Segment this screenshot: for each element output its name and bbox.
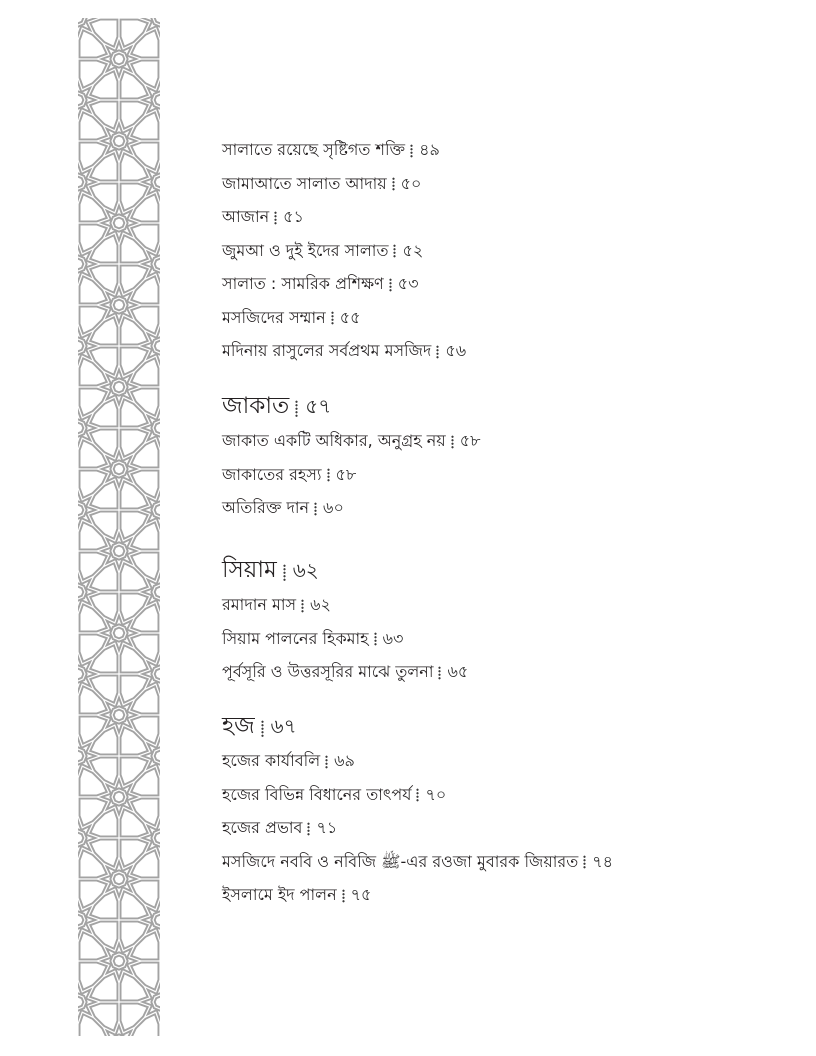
page-separator bbox=[274, 211, 277, 225]
geometric-border-pattern bbox=[78, 18, 160, 1036]
toc-entry-page: ৫৬ bbox=[445, 341, 467, 360]
toc-section-heading bbox=[222, 708, 613, 744]
toc-entry-title: সালাতে রয়েছে সৃষ্টিগত শক্তি bbox=[222, 140, 406, 159]
page-separator bbox=[451, 435, 454, 449]
toc-entry-title: সালাত : সামরিক প্রশিক্ষণ bbox=[222, 274, 384, 293]
page-separator bbox=[331, 311, 334, 325]
toc-entry-title: পূর্বসূরি ও উত্তরসূরির মাঝে তুলনা bbox=[222, 662, 434, 681]
toc-entry-page: ৪৯ bbox=[419, 140, 440, 159]
toc-entry-title: সিয়াম পালনের হিকমাহ bbox=[222, 628, 369, 648]
toc-entry bbox=[222, 655, 468, 689]
toc-entry bbox=[222, 267, 466, 301]
toc-entry-title: জাকাতের রহস্য bbox=[222, 464, 322, 484]
page-separator bbox=[327, 468, 330, 482]
toc-entry-title: মদিনায় রাসুলের সর্বপ্রথম মসজিদ bbox=[222, 341, 432, 360]
page-separator bbox=[261, 720, 264, 737]
page-separator bbox=[416, 788, 419, 802]
toc-group-hajj bbox=[222, 708, 613, 912]
toc-entry-title: অতিরিক্ত দান bbox=[222, 498, 310, 517]
toc-entry bbox=[222, 458, 480, 492]
toc-entry-title: হজের কার্যাবলি bbox=[222, 751, 321, 770]
toc-entry bbox=[222, 424, 480, 458]
toc-entry-page: ৬২ bbox=[310, 595, 331, 614]
page-separator bbox=[307, 822, 310, 836]
toc-entry bbox=[222, 588, 468, 622]
toc-entry-page: ৭০ bbox=[425, 784, 447, 804]
toc-entry-title: মসজিদের সম্মান bbox=[222, 307, 326, 327]
toc-entry-page: ৬৫ bbox=[447, 662, 469, 681]
toc-entry bbox=[222, 133, 466, 167]
toc-entry-title: জামাআতে সালাত আদায় bbox=[222, 173, 387, 193]
toc-entry-page: ৭১ bbox=[316, 818, 338, 837]
page-separator bbox=[389, 278, 392, 292]
toc-entry bbox=[222, 778, 613, 812]
toc-entry bbox=[222, 167, 466, 201]
toc-entry bbox=[222, 845, 613, 879]
section-heading-title: সিয়াম bbox=[222, 557, 277, 583]
toc-entry bbox=[222, 811, 613, 845]
toc-entry-page: ৫৮ bbox=[459, 431, 481, 450]
toc-group-salat bbox=[222, 133, 466, 368]
toc-group-zakat bbox=[222, 388, 480, 525]
toc-entry-title: হজের প্রভাব bbox=[222, 818, 303, 837]
toc-entry-title: ইসলামে ইদ পালন bbox=[222, 885, 337, 904]
toc-entry-title: মসজিদে নববি ও নবিজি ﷺ-এর রওজা মুবারক জিয়ারত bbox=[222, 851, 579, 871]
toc-entry-title: আজান bbox=[222, 207, 270, 226]
toc-section-heading bbox=[222, 552, 468, 588]
section-heading-page: ৬২ bbox=[292, 558, 319, 582]
toc-entry-title: রমাদান মাস bbox=[222, 595, 297, 614]
page-separator bbox=[295, 400, 298, 417]
page-separator bbox=[393, 244, 396, 258]
toc-group-siyam bbox=[222, 552, 468, 689]
toc-entry-page: ৭৪ bbox=[592, 851, 614, 871]
toc-entry bbox=[222, 491, 480, 525]
toc-entry-page: ৫১ bbox=[283, 207, 304, 226]
page-separator bbox=[314, 502, 317, 516]
toc-entry bbox=[222, 878, 613, 912]
toc-entry-page: ৫৩ bbox=[397, 274, 419, 293]
toc-entry-page: ৫০ bbox=[400, 173, 422, 193]
page-separator bbox=[583, 855, 586, 869]
section-heading-title: জাকাত bbox=[222, 393, 290, 419]
page-separator bbox=[342, 889, 345, 903]
page-separator bbox=[301, 599, 304, 613]
toc-entry-page: ৬৩ bbox=[382, 628, 404, 648]
section-heading-page: ৬৭ bbox=[270, 714, 297, 738]
page-separator bbox=[392, 177, 395, 191]
toc-entry-title: হজের বিভিন্ন বিধানের তাৎপর্য bbox=[222, 784, 412, 804]
toc-entry-title: জাকাত একটি অধিকার, অনুগ্রহ নয় bbox=[222, 431, 446, 450]
toc-entry bbox=[222, 301, 466, 335]
toc-entry bbox=[222, 234, 466, 268]
toc-entry bbox=[222, 622, 468, 656]
toc-entry-page: ৫২ bbox=[402, 240, 424, 260]
page-separator bbox=[410, 144, 413, 158]
toc-entry-page: ৬৯ bbox=[334, 751, 355, 770]
section-heading-title: হজ bbox=[222, 713, 255, 739]
toc-entry bbox=[222, 744, 613, 778]
toc-entry-title: জুমআ ও দুই ইদের সালাত bbox=[222, 240, 389, 260]
toc-entry-page: ৭৫ bbox=[350, 885, 372, 904]
toc-entry-page: ৫৮ bbox=[335, 464, 357, 484]
page-separator bbox=[283, 564, 286, 581]
toc-section-heading bbox=[222, 388, 480, 424]
toc-entry-page: ৬০ bbox=[323, 498, 344, 517]
page-separator bbox=[325, 755, 328, 769]
section-heading-page: ৫৭ bbox=[305, 394, 332, 418]
toc-entry-page: ৫৫ bbox=[339, 307, 361, 327]
page-separator bbox=[436, 345, 439, 359]
toc-entry bbox=[222, 200, 466, 234]
page-separator bbox=[374, 632, 377, 646]
page-separator bbox=[438, 666, 441, 680]
toc-entry bbox=[222, 334, 466, 368]
